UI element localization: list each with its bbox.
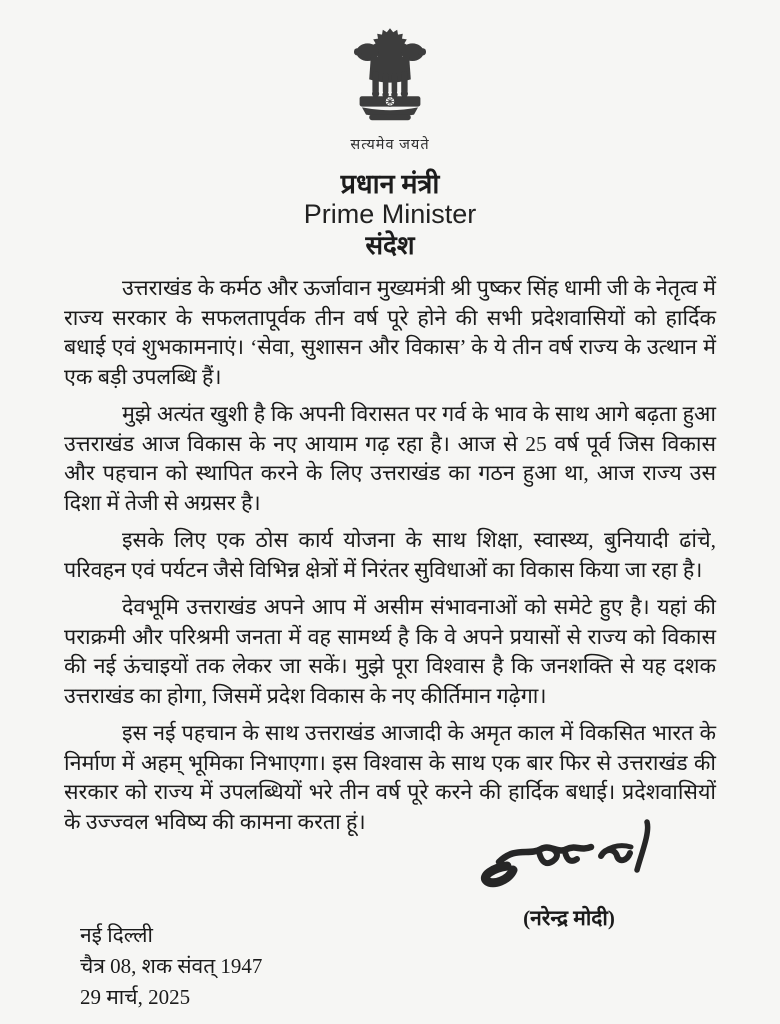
title-hindi: प्रधान मंत्री [340, 169, 440, 199]
date-saka: चैत्र 08, शक संवत् 1947 [80, 954, 263, 978]
place: नई दिल्ली [80, 923, 153, 947]
paragraph-1: उत्तराखंड के कर्मठ और ऊर्जावान मुख्यमंत्री श्री पुष्कर सिंह धामी जी के नेतृत्व में राज्य सरकार के सफलतापूर्वक तीन वर्ष पूरे होने की सभी प्रदेशवासियों को हार्दिक बधाई एवं शुभकामनाएं। ‘सेवा, सुशासन और विकास’ के ये तीन वर्ष राज्य के उत्थान में एक बड़ी उपलब्धि हैं। [64, 276, 716, 389]
paragraph-5: इस नई पहचान के साथ उत्तराखंड आजादी के अमृत काल में विकसित भारत के निर्माण में अहम् भूमिका निभाएगा। इस विश्वास के साथ एक बार फिर से उत्तराखंड की सरकार को राज्य में उपलब्धियों भरे तीन वर्ष पूरे करने की हार्दिक बधाई। प्रदेशवासियों के उज्ज्वल भविष्य की कामना करता हूं। [64, 721, 716, 834]
emblem-motto: सत्यमेव जयते [350, 137, 430, 153]
signatory-name: (नरेन्द्र मोदी) [523, 906, 615, 930]
paragraph-4: देवभूमि उत्तराखंड अपने आप में असीम संभावनाओं को समेटे हुए है। यहां की पराक्रमी और परिश्रमी जनता में वह सामर्थ्य है कि वे अपने प्रयासों से राज्य को विकास की नई ऊंचाइयों तक लेकर जा सकें। मुझे पूरा विश्वास है कि जनशक्ति से यह दशक उत्तराखंड का होगा, जिसमें प्रदेश विकास के नए कीर्तिमान गढ़ेगा। [64, 595, 716, 708]
date-gregorian: 29 मार्च, 2025 [80, 985, 191, 1009]
india-national-emblem-icon [342, 26, 438, 128]
paragraph-3: इसके लिए एक ठोस कार्य योजना के साथ शिक्षा, स्वास्थ्य, बुनियादी ढांचे, परिवहन एवं पर्यटन जैसे विभिन्न क्षेत्रों में निरंतर सुविधाओं का विकास किया जा रहा है। [64, 528, 716, 582]
signature-block [454, 818, 684, 932]
paragraph-2: मुझे अत्यंत खुशी है कि अपनी विरासत पर गर्व के भाव के साथ आगे बढ़ता हुआ उत्तराखंड आज विकास के नए आयाम गढ़ रहा है। आज से 25 वर्ष पूर्व जिस विकास और पहचान को स्थापित करने के लिए उत्तराखंड का गठन हुआ था, आज राज्य उस दिशा में तेजी से अग्रसर है। [64, 402, 716, 515]
place-and-date [80, 920, 262, 1013]
letter-subject: संदेश [365, 231, 415, 260]
handwritten-signature [469, 818, 669, 898]
title-english: Prime Minister [303, 199, 477, 229]
dharma-chakra-icon [385, 97, 395, 107]
letterhead [0, 0, 780, 261]
letter-body [64, 274, 716, 837]
